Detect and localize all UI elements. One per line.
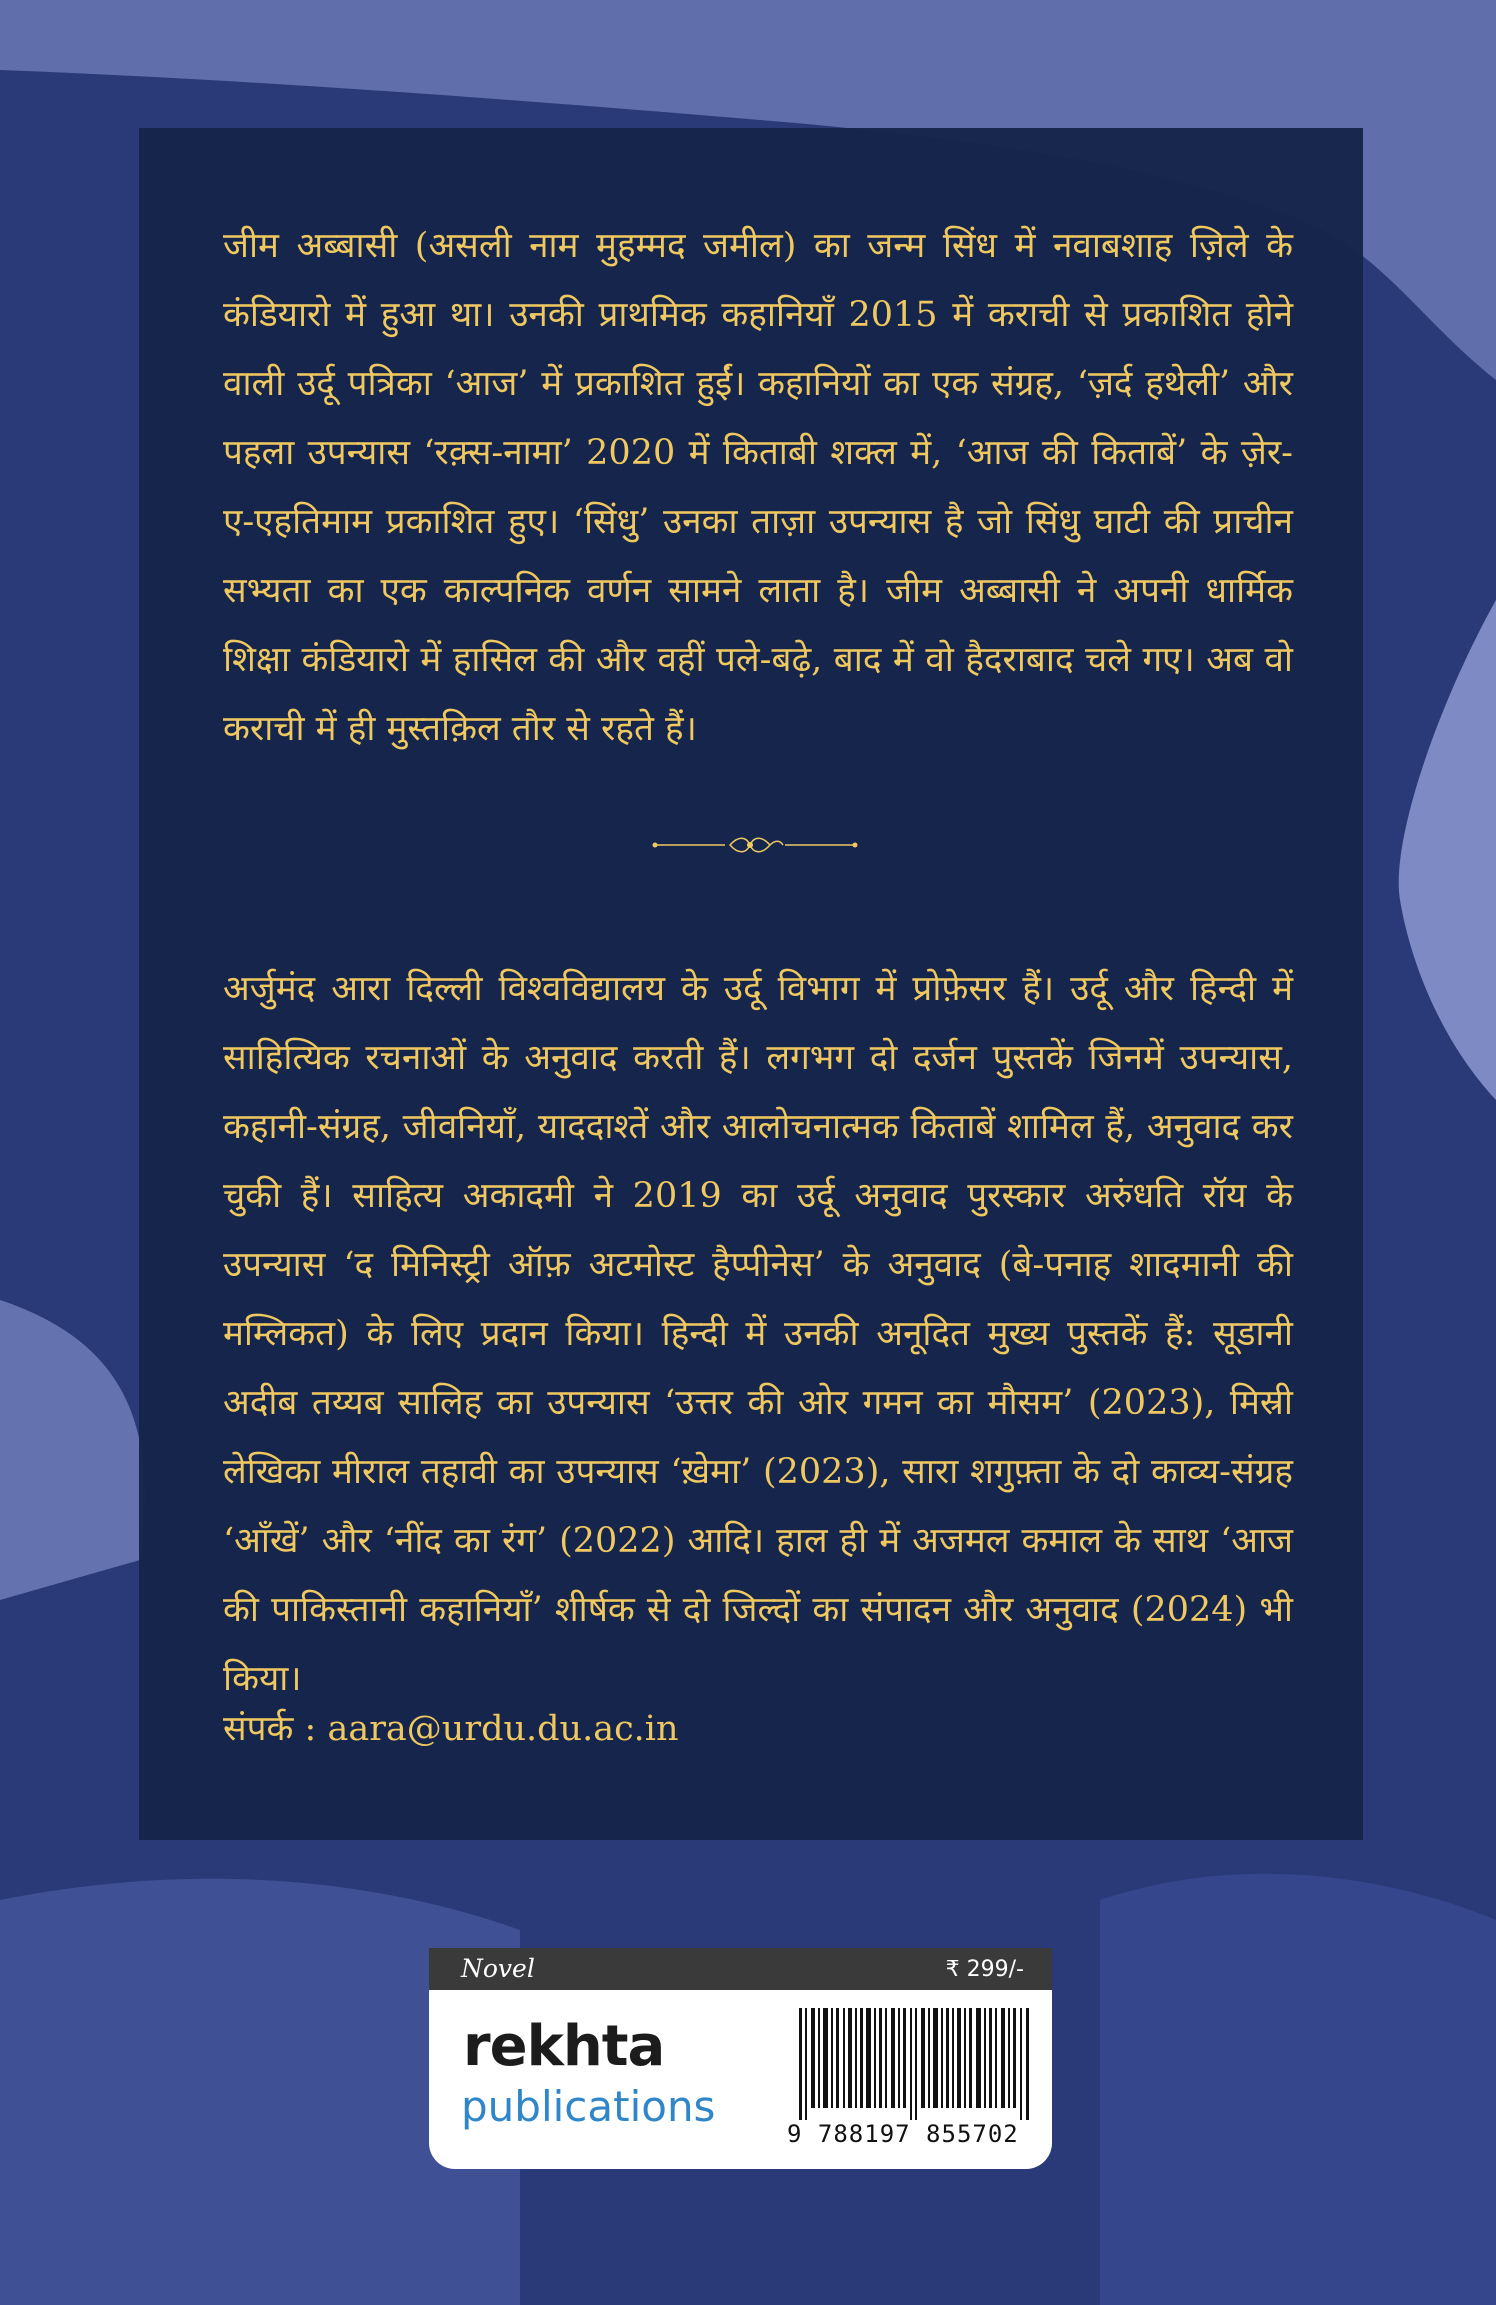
price-label: ₹ 299/- (945, 1957, 1024, 1982)
translator-bio: अर्जुमंद आरा दिल्ली विश्वविद्यालय के उर्दू विभाग में प्रोफ़ेसर हैं। उर्दू और हिन्दी में साहित्यिक रचनाओं के अनुवाद करती हैं। लगभग दो दर्जन पुस्तकें जिनमें उपन्यास, कहानी-संग्रह, जीवनियाँ, याददाश्तें और आलोचनात्मक किताबें शामिल हैं, अनुवाद कर चुकी हैं। साहित्य अकादमी ने 2019 का उर्दू अनुवाद पुरस्कार अरुंधति रॉय के उपन्यास ‘द मिनिस्ट्री ऑफ़ अटमोस्ट हैप्पीनेस’ के अनुवाद (बे-पनाह शादमानी की मम्लिकत) के लिए प्रदान किया। हिन्दी में उनकी अनूदित मुख्य पुस्तकें हैं: सूडानी अदीब तय्यब सालिह का उपन्यास ‘उत्तर की ओर गमन का मौसम’ (2023), मिस्री लेखिका मीराल तहावी का उपन्यास ‘ख़ेमा’ (2023), सारा शगुफ़्ता के दो काव्य-संग्रह ‘आँखें’ और ‘नींद का रंग’ (2022) आदि। हाल ही में अजमल कमाल के साथ ‘आज की पाकिस्तानी कहानियाँ’ शीर्षक से दो जिल्दों का संपादन और अनुवाद (2024) भी किया। (223, 969, 1293, 1699)
isbn-number: 9 788197 855702 (787, 2120, 1019, 2148)
publisher-logo-line2: publications (461, 2082, 716, 2131)
genre-label: Novel (461, 1954, 535, 1983)
contact-info: संपर्क : aara@urdu.du.ac.in (223, 1709, 679, 1749)
label-header (429, 1948, 1052, 1990)
publisher-logo-line1: rekhta (463, 2014, 665, 2079)
ornamental-divider-icon (650, 830, 860, 860)
author-bio: जीम अब्बासी (असली नाम मुहम्मद जमील) का जन्म सिंध में नवाबशाह ज़िले के कंडियारो में हुआ था। उनकी प्राथमिक कहानियाँ 2015 में कराची से प्रकाशित होने वाली उर्दू पत्रिका ‘आज’ में प्रकाशित हुईं। कहानियों का एक संग्रह, ‘ज़र्द हथेली’ और पहला उपन्यास ‘रक़्स-नामा’ 2020 में किताबी शक्ल में, ‘आज की किताबें’ के ज़ेर-ए-एहतिमाम प्रकाशित हुए। ‘सिंधु’ उनका ताज़ा उपन्यास है जो सिंधु घाटी की प्राचीन सभ्यता का एक काल्पनिक वर्णन सामने लाता है। जीम अब्बासी ने अपनी धार्मिक शिक्षा कंडियारो में हासिल की और वहीं पले-बढ़े, बाद में वो हैदराबाद चले गए। अब वो कराची में ही मुस्तक़िल तौर से रहते हैं। (223, 226, 1293, 749)
publisher-label (429, 1948, 1052, 2169)
barcode-icon (799, 2008, 1031, 2120)
